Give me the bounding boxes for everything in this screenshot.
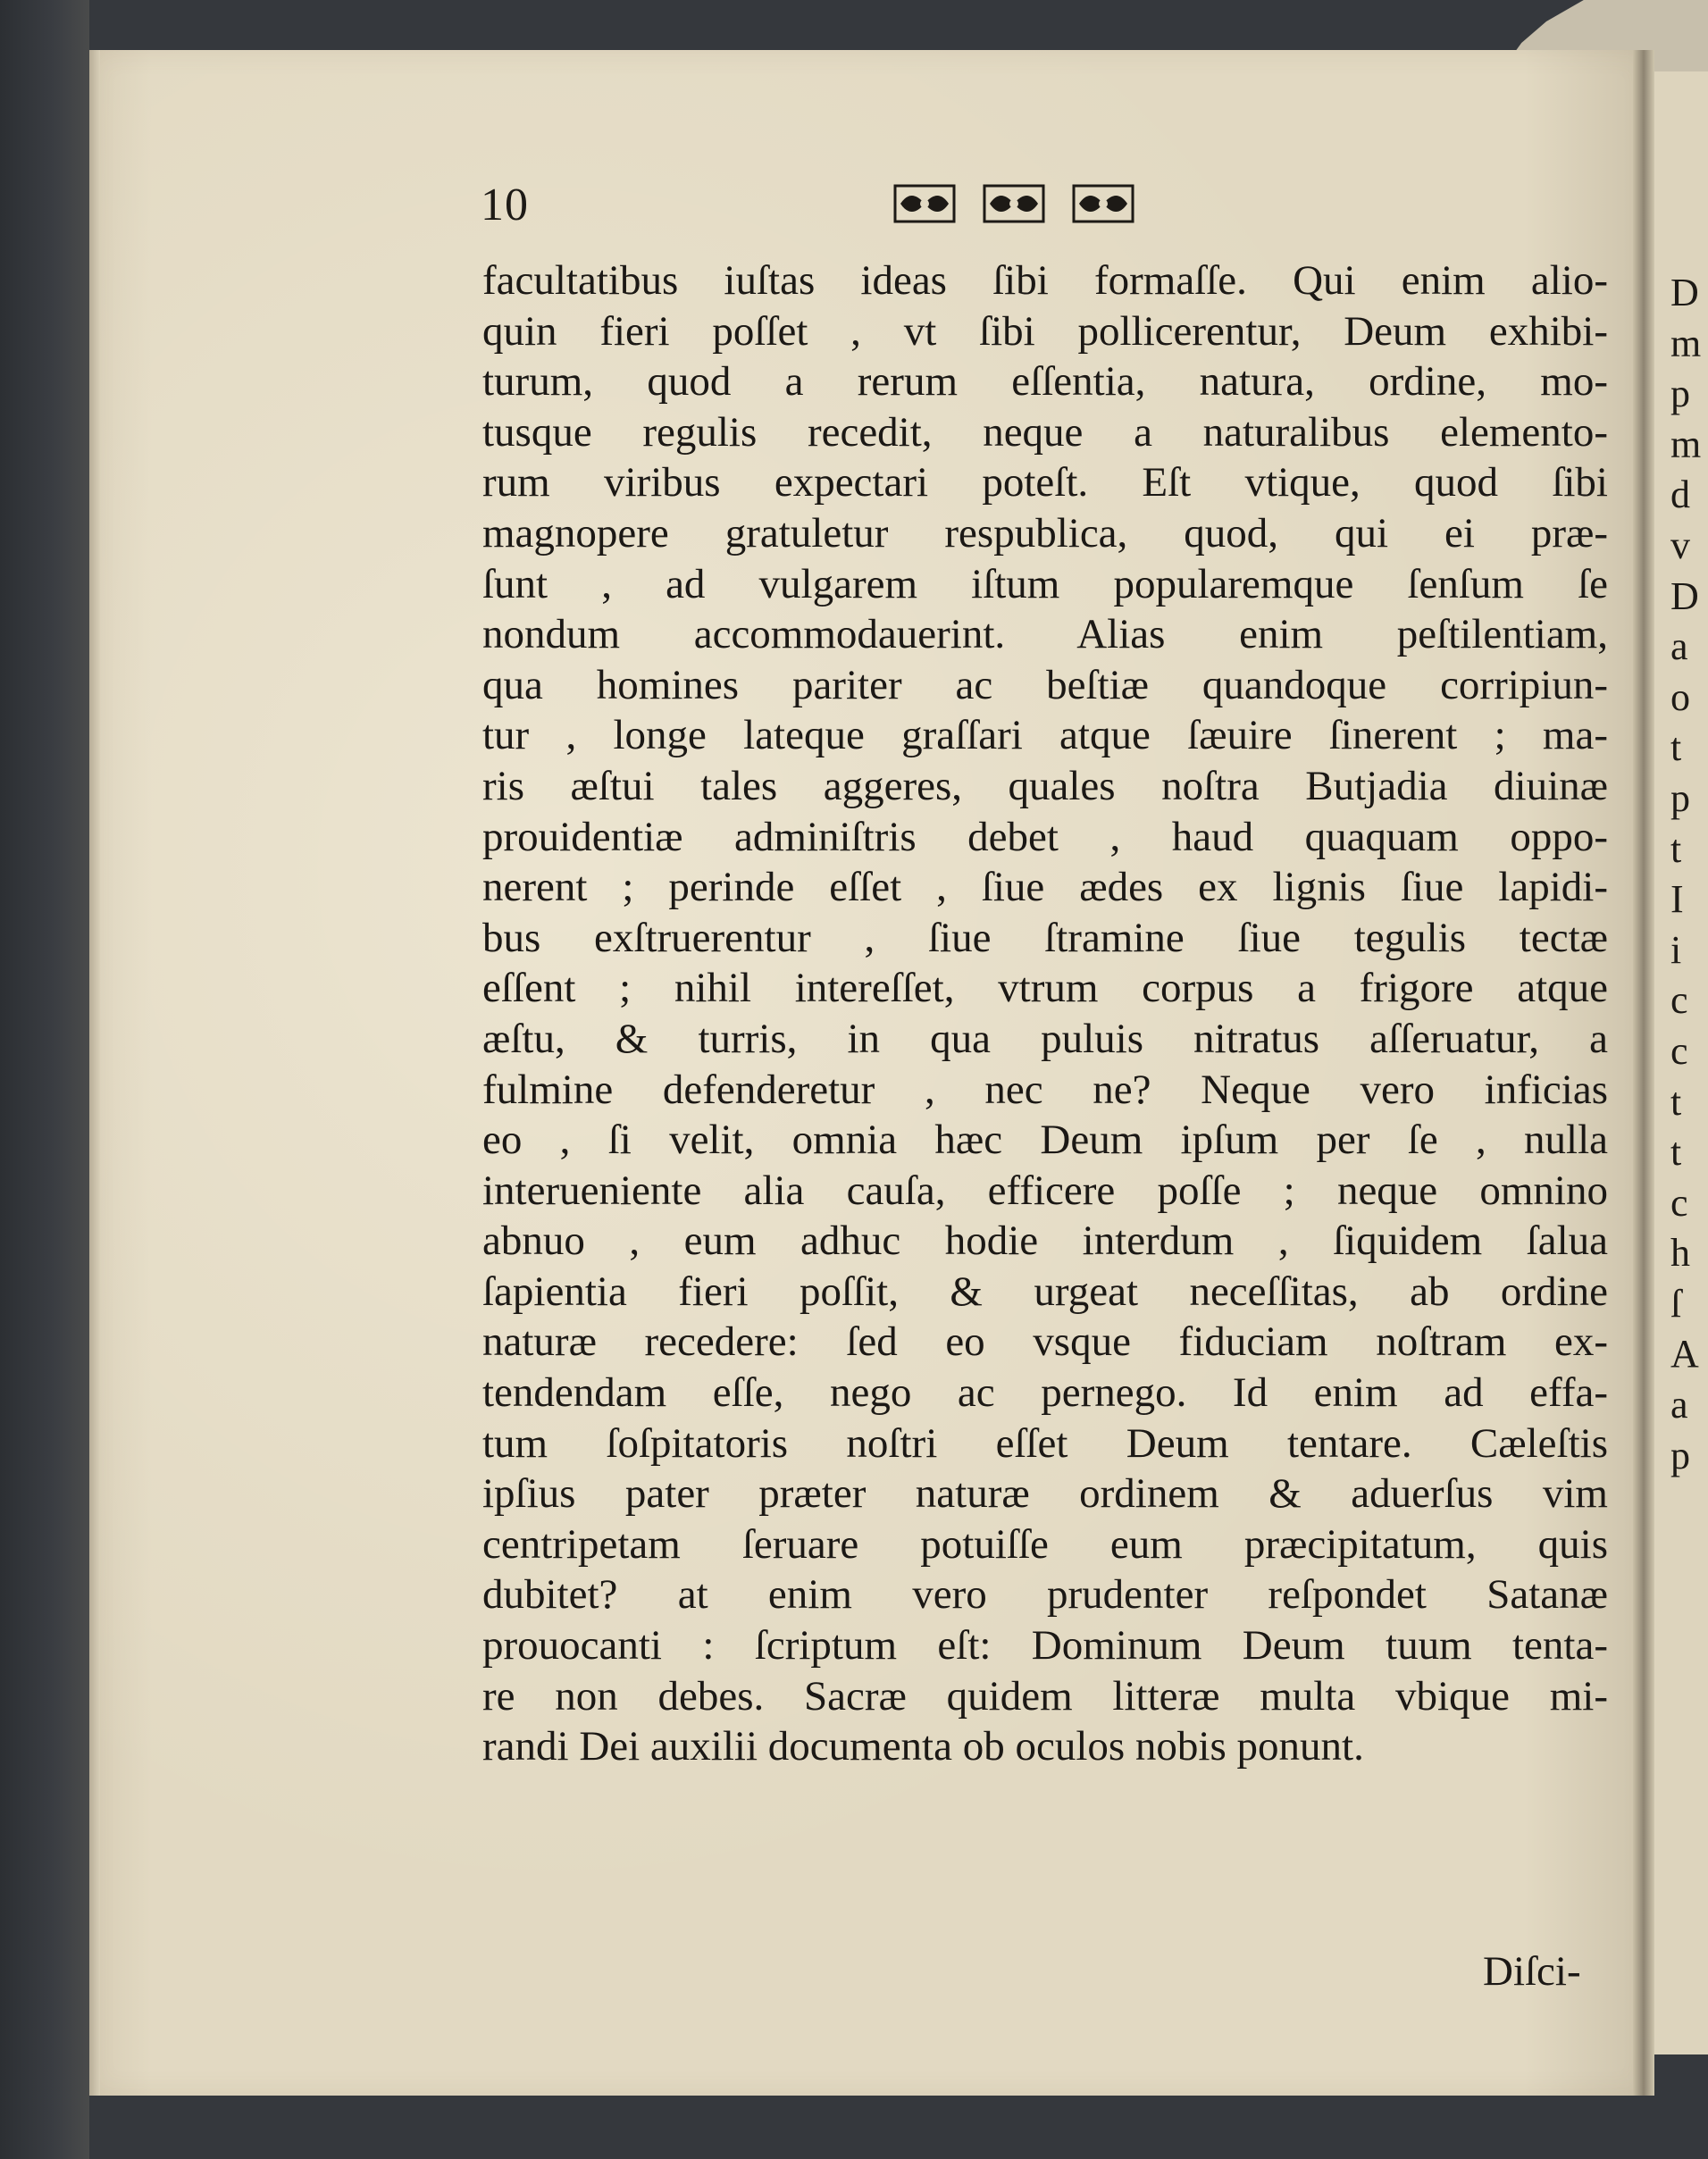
text-line: quin fieri poſſet , vt ſibi pollicerentur, Deum exhibi-: [482, 307, 1608, 355]
text-line: ris æſtui tales aggeres, quales noſtra Butjadia diuinæ: [482, 762, 1608, 809]
facing-page-text-fragment: [1670, 268, 1708, 1481]
page-number: 10: [481, 180, 529, 230]
facing-page-letter: a: [1670, 1383, 1688, 1427]
facing-page-letter: m: [1670, 321, 1702, 365]
fleuron-ornament-icon: [893, 182, 956, 225]
text-line: dubitet? at enim vero prudenter reſpondet Satanæ: [482, 1571, 1608, 1619]
facing-page-letter: t: [1670, 1079, 1682, 1124]
text-line: tusque regulis recedit, neque a naturalibus elemento-: [482, 408, 1608, 456]
body-text: [482, 255, 1608, 1772]
text-line: abnuo , eum adhuc hodie interdum , ſiquidem ſalua: [482, 1218, 1608, 1265]
fleuron-ornament-icon: [1072, 182, 1134, 225]
book-gutter: [1633, 50, 1654, 2096]
facing-page-letter: c: [1670, 978, 1688, 1023]
text-line: turum, quod a rerum eſſentia, natura, ordine, mo-: [482, 358, 1608, 406]
text-line: eſſent ; nihil intereſſet, vtrum corpus a frigore atque: [482, 965, 1608, 1012]
facing-page-letter: I: [1670, 877, 1684, 922]
text-line: tur , longe lateque graſſari atque ſæuire ſinerent ; ma-: [482, 712, 1608, 759]
text-line: re non debes. Sacræ quidem litteræ multa vbique mi-: [482, 1672, 1608, 1720]
text-line: magnopere gratuletur respublica, quod, qui ei præ-: [482, 509, 1608, 556]
page-header: [481, 179, 1606, 241]
facing-page-letter: m: [1670, 422, 1702, 466]
facing-page-letter: h: [1670, 1231, 1690, 1276]
facing-page-letter: t: [1670, 725, 1682, 770]
text-line: æſtu, & turris, in qua puluis nitratus aſſeruatur, a: [482, 1015, 1608, 1062]
text-line: ſapientia fieri poſſit, & urgeat neceſſitas, ab ordine: [482, 1268, 1608, 1315]
facing-page-letter: ſ: [1670, 1281, 1682, 1326]
text-line: ſunt , ad vulgarem iſtum popularemque ſenſum ſe: [482, 560, 1608, 607]
text-line: prouocanti : ſcriptum eſt: Dominum Deum tuum tenta-: [482, 1622, 1608, 1669]
facing-page-letter: t: [1670, 1130, 1682, 1175]
text-line: bus exſtruerentur , ſiue ſtramine ſiue tegulis tectæ: [482, 914, 1608, 961]
facing-page-letter: a: [1670, 624, 1688, 669]
catchword: Diſci-: [1483, 1948, 1581, 1995]
text-line: naturæ recedere: ſed eo vsque fiduciam noſtram ex-: [482, 1318, 1608, 1366]
facing-page-letter: D: [1670, 271, 1699, 314]
facing-page-letter: p: [1670, 372, 1690, 416]
text-line: ipſius pater præter naturæ ordinem & aduerſus vim: [482, 1470, 1608, 1518]
facing-page-letter: d: [1670, 473, 1690, 517]
text-line: interueniente alia cauſa, efficere poſſe ; neque omnino: [482, 1167, 1608, 1214]
facing-page-letter: p: [1670, 775, 1690, 820]
fleuron-ornament-icon: [983, 182, 1045, 225]
facing-page-letter: o: [1670, 674, 1690, 719]
facing-page-letter: p: [1670, 1433, 1690, 1477]
facing-page-letter: t: [1670, 826, 1682, 871]
facing-page-letter: A: [1670, 1332, 1699, 1377]
facing-page-letter: c: [1670, 1028, 1688, 1073]
text-line: fulmine defenderetur , nec ne? Neque vero inficias: [482, 1066, 1608, 1113]
text-line: nondum accommodauerint. Alias enim peſtilentiam,: [482, 611, 1608, 658]
text-line: eo , ſi velit, omnia hæc Deum ipſum per ſe , nulla: [482, 1117, 1608, 1164]
facing-page-letter: D: [1670, 573, 1699, 618]
header-ornaments: [893, 182, 1134, 225]
text-line: tum ſoſpitatoris noſtri eſſet Deum tentare. Cæleſtis: [482, 1419, 1608, 1467]
text-line: qua homines pariter ac beſtiæ quandoque corripiun-: [482, 661, 1608, 708]
facing-page-letter: v: [1670, 523, 1690, 567]
text-line: tendendam eſſe, nego ac pernego. Id enim ad effa-: [482, 1369, 1608, 1417]
scanner-background: [0, 0, 89, 2159]
facing-page-letter: c: [1670, 1180, 1688, 1225]
text-line: rum viribus expectari poteſt. Eſt vtique, quod ſibi: [482, 459, 1608, 506]
text-line: centripetam ſeruare potuiſſe eum præcipitatum, quis: [482, 1520, 1608, 1568]
text-line: nerent ; perinde eſſet , ſiue ædes ex lignis ſiue lapidi-: [482, 864, 1608, 911]
facing-page-letter: i: [1670, 927, 1682, 972]
text-line: prouidentiæ adminiſtris debet , haud quaquam oppo-: [482, 813, 1608, 860]
text-line: randi Dei auxilii documenta ob oculos nobis ponunt.: [482, 1723, 1364, 1770]
text-line: facultatibus iuſtas ideas ſibi formaſſe. Qui enim alio-: [482, 257, 1608, 304]
